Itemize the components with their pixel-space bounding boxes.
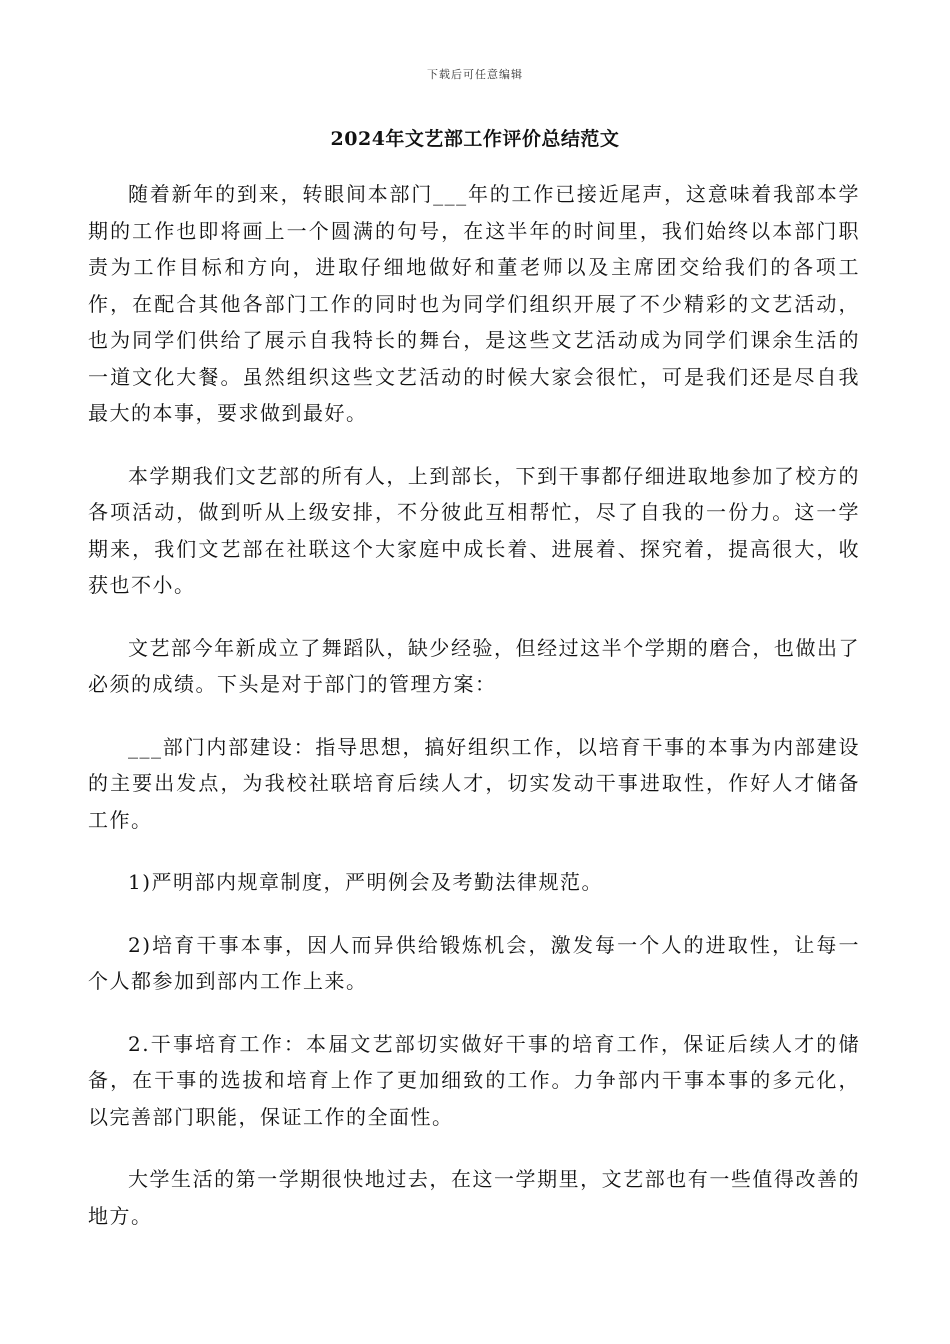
paragraph-internal-construction: ___部门内部建设：指导思想，搞好组织工作，以培育干事的本事为内部建设的主要出发点，为我校社联培育后续人才，切实发动干事进取性，作好人才储备工作。	[88, 734, 860, 832]
paragraph-staff-training: 2.干事培育工作：本届文艺部切实做好干事的培育工作，保证后续人才的储备，在干事的选拔和培育上作了更加细致的工作。力争部内干事本事的多元化，以完善部门职能，保证工作的全面性。	[88, 1031, 860, 1129]
paragraph-members: 本学期我们文艺部的所有人，上到部长，下到干事都仔细进取地参加了校方的各项活动，做到听从上级安排，不分彼此互相帮忙，尽了自我的一份力。这一学期来，我们文艺部在社联这个大家庭中成长着、进展着、探究着，提高很大，收获也不小。	[88, 463, 860, 597]
paragraph-item-1: 1)严明部内规章制度，严明例会及考勤法律规范。	[128, 870, 604, 894]
paragraph-item-2: 2)培育干事本事，因人而异供给锻炼机会，激发每一个人的进取性，让每一个人都参加到部内工作上来。	[88, 932, 860, 993]
paragraph-dance-team: 文艺部今年新成立了舞蹈队，缺少经验，但经过这半个学期的磨合，也做出了必须的成绩。下头是对于部门的管理方案：	[88, 635, 860, 696]
document-title: 2024年文艺部工作评价总结范文	[330, 128, 620, 150]
document-body	[88, 176, 860, 1260]
header-note: 下载后可任意编辑	[427, 68, 523, 81]
paragraph-closing: 大学生活的第一学期很快地过去，在这一学期里，文艺部也有一些值得改善的地方。	[88, 1167, 860, 1228]
paragraph-intro: 随着新年的到来，转眼间本部门___年的工作已接近尾声，这意味着我部本学期的工作也即将画上一个圆满的句号，在这半年的时间里，我们始终以本部门职责为工作目标和方向，进取仔细地做好和董老师以及主席团交给我们的各项工作，在配合其他各部门工作的同时也为同学们组织开展了不少精彩的文艺活动，也为同学们供给了展示自我特长的舞台，是这些文艺活动成为同学们课余生活的一道文化大餐。虽然组织这些文艺活动的时候大家会很忙，可是我们还是尽自我最大的本事，要求做到最好。	[88, 182, 860, 425]
